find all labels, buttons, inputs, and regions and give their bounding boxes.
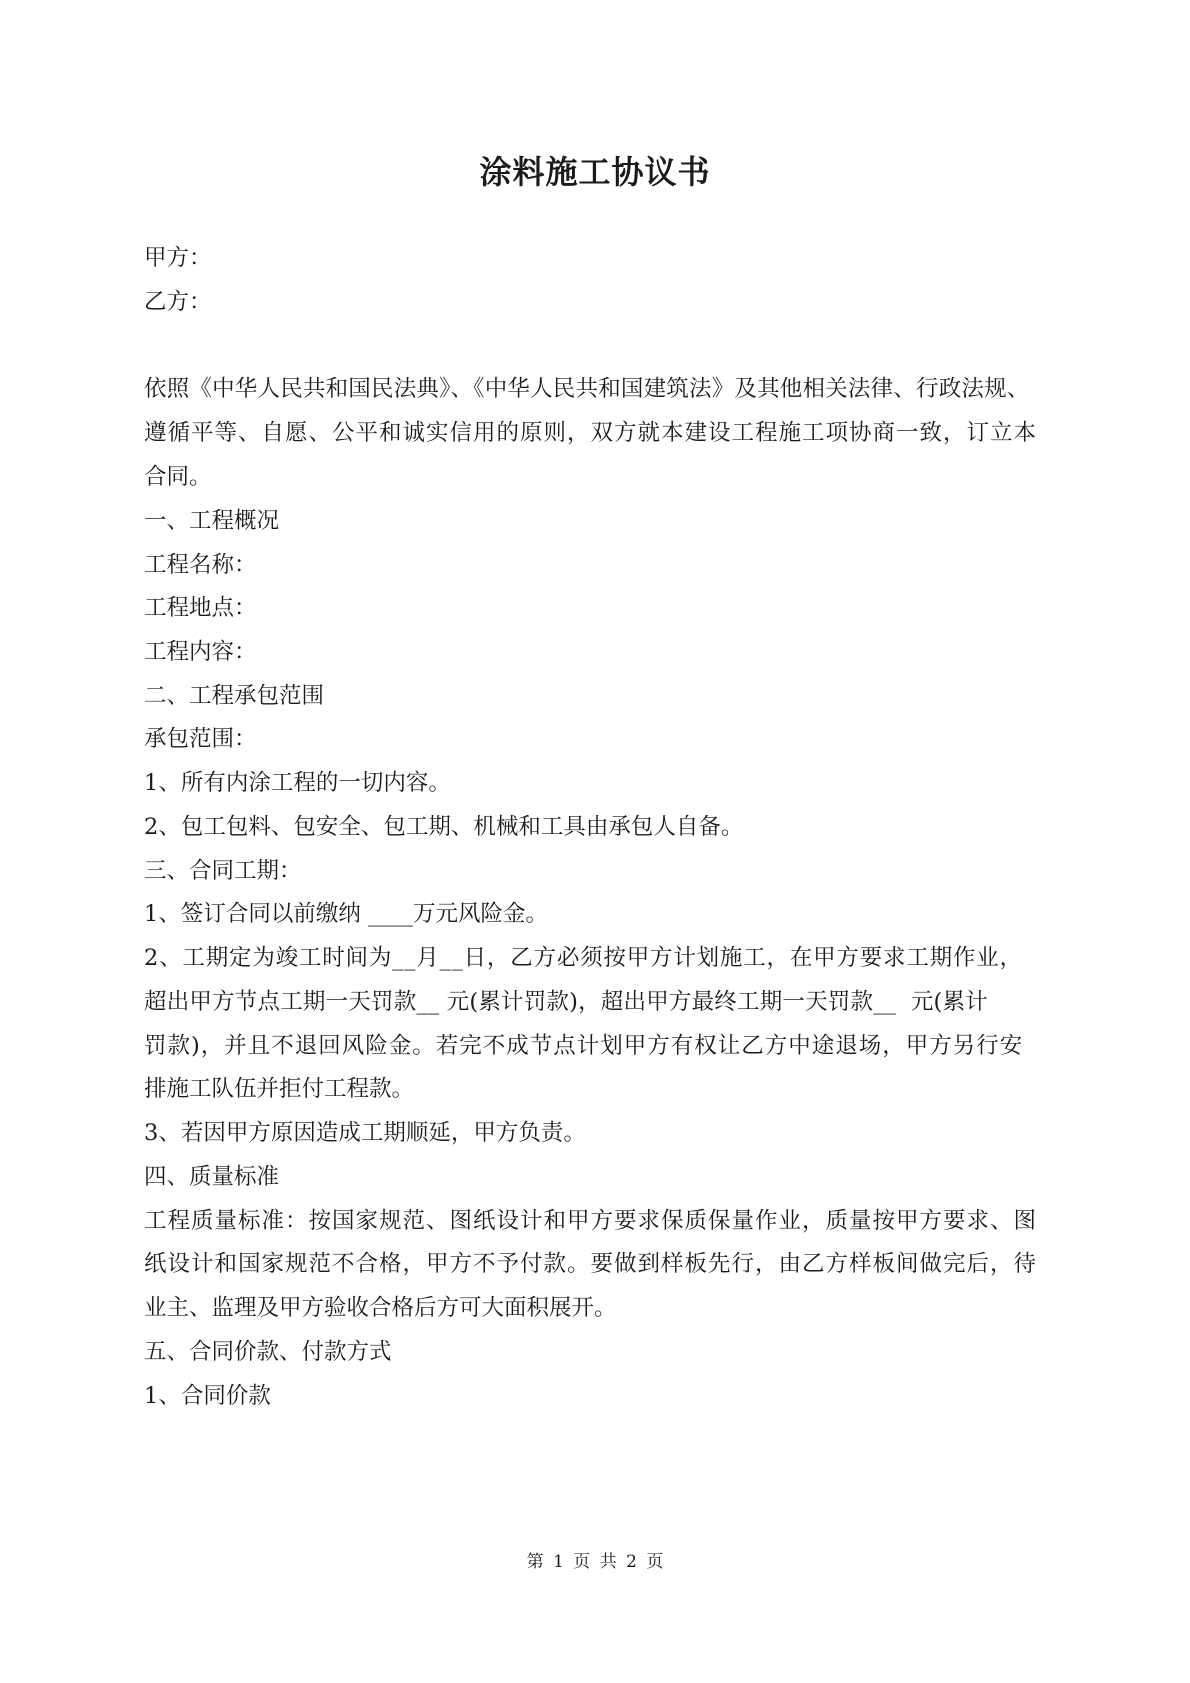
section-heading-1: 一、工程概况 [144, 508, 280, 534]
period-item-2-line-3: 罚款)，并且不退回风险金。若完不成节点计划甲方有权让乙方中途退场，甲方另行安 [144, 1033, 1024, 1059]
preamble-line-2: 遵循平等、自愿、公平和诚实信用的原则，双方就本建设工程施工项协商一致，订立本 [144, 420, 1038, 446]
scope-item-1: 1、所有内涂工程的一切内容。 [144, 770, 451, 796]
quality-line-1: 工程质量标准：按国家规范、图纸设计和甲方要求保质保量作业，质量按甲方要求、图 [144, 1208, 1038, 1234]
scope-item-2: 2、包工包料、包安全、包工期、机械和工具由承包人自备。 [144, 814, 744, 840]
project-name-line: 工程名称： [144, 552, 257, 578]
page-number-footer: 第 1 页 共 2 页 [526, 1552, 664, 1572]
section-heading-4: 四、质量标准 [144, 1164, 280, 1190]
project-content-line: 工程内容： [144, 639, 257, 665]
quality-line-3: 业主、监理及甲方验收合格后方可大面积展开。 [144, 1295, 617, 1321]
scope-label-line: 承包范围： [144, 726, 257, 752]
party-a-line: 甲方： [144, 245, 212, 271]
section-heading-5: 五、合同价款、付款方式 [144, 1339, 392, 1365]
preamble-line-1: 依照《中华人民共和国民法典》、《中华人民共和国建筑法》及其他相关法律、行政法规、 [144, 376, 1030, 402]
section-heading-3: 三、合同工期： [144, 858, 302, 884]
section-heading-2: 二、工程承包范围 [144, 683, 325, 709]
document-title: 涂料施工协议书 [479, 153, 711, 191]
party-b-line: 乙方： [144, 289, 212, 315]
preamble-line-3: 合同。 [144, 464, 212, 490]
price-item-1: 1、合同价款 [144, 1383, 271, 1409]
period-item-2-line-4: 排施工队伍并拒付工程款。 [144, 1076, 415, 1102]
period-item-2-line-1: 2、工期定为竣工时间为__月__日，乙方必须按甲方计划施工，在甲方要求工期作业， [144, 945, 1023, 971]
quality-line-2: 纸设计和国家规范不合格，甲方不予付款。要做到样板先行，由乙方样板间做完后，待 [144, 1251, 1038, 1277]
period-item-2-line-2: 超出甲方节点工期一天罚款__ 元(累计罚款)，超出甲方最终工期一天罚款__ 元(累计 [144, 989, 988, 1015]
period-item-3: 3、若因甲方原因造成工期顺延，甲方负责。 [144, 1120, 586, 1146]
period-item-1: 1、签订合同以前缴纳 ____万元风险金。 [144, 901, 548, 927]
project-location-line: 工程地点： [144, 595, 257, 621]
